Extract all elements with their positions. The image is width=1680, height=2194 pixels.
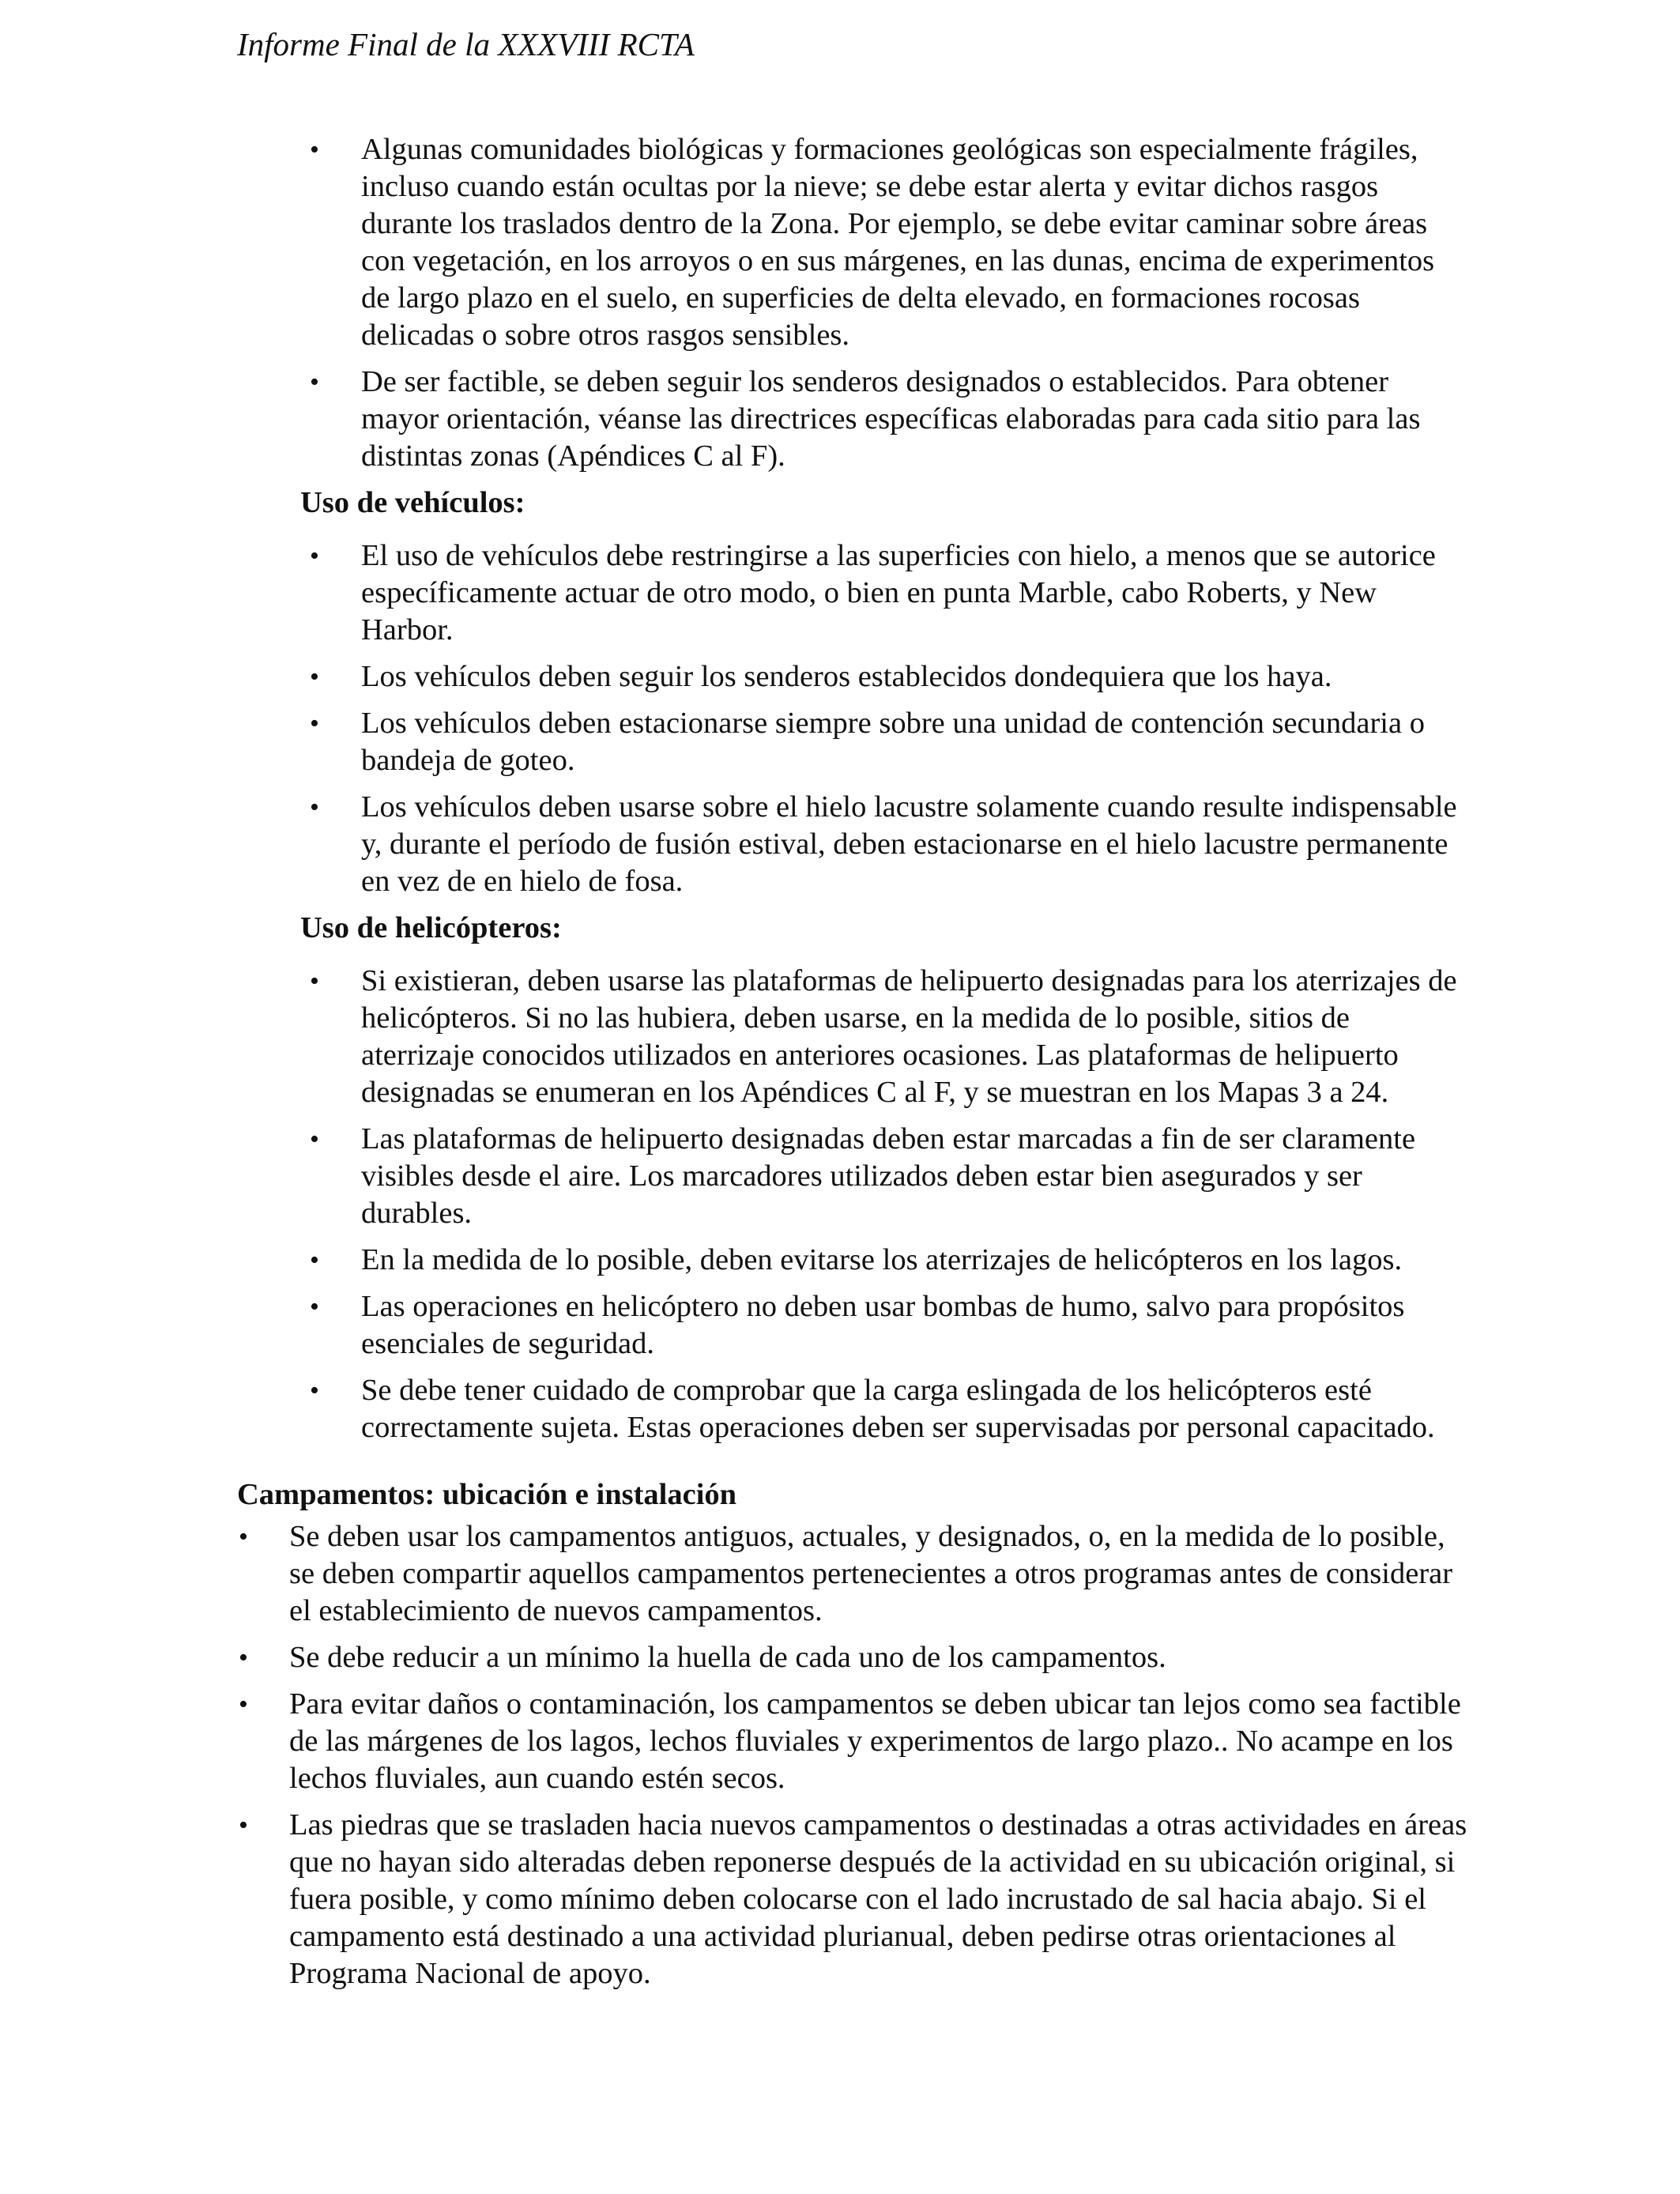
bullet-icon: • <box>310 662 319 692</box>
bullet-icon: • <box>310 135 319 164</box>
list-item <box>237 1639 1470 1676</box>
list-item <box>237 1242 1470 1279</box>
list-item <box>237 1518 1470 1630</box>
list-item-text: Si existieran, deben usarse las plataformas de helipuerto designadas para los aterrizajes de helicópteros. Si no las hubiera, deben usarse, en la medida de lo posible, sitios de aterrizaje conocidos utilizados en anteriores ocasiones. Las plataformas de helipuerto designadas se enumeran en los Apéndices C al F, y se muestran en los Mapas 3 a 24. <box>361 964 1457 1109</box>
list-item <box>237 1288 1470 1363</box>
list-item <box>237 1121 1470 1232</box>
list-item <box>237 1372 1470 1446</box>
list-item-text: Se debe reducir a un mínimo la huella de cada uno de los campamentos. <box>289 1641 1166 1674</box>
bullet-icon: • <box>310 541 319 571</box>
helicopters-bullet-list <box>237 963 1470 1446</box>
list-item <box>237 1686 1470 1797</box>
helicopters-heading: Uso de helicópteros: <box>300 911 562 944</box>
bullet-icon: • <box>310 1376 319 1405</box>
bullet-icon: • <box>310 1246 319 1275</box>
list-item <box>237 131 1470 354</box>
intro-bullet-list <box>237 131 1470 475</box>
list-item-text: Los vehículos deben usarse sobre el hielo lacustre solamente cuando resulte indispensable y, durante el período de fusión estival, deben estacionarse en el hielo lacustre permanente en vez de en hielo de fosa. <box>361 790 1457 898</box>
vehicles-heading: Uso de vehículos: <box>300 486 525 519</box>
list-item-text: De ser factible, se deben seguir los senderos designados o establecidos. Para obtener mayor orientación, véanse las directrices específicas elaboradas para cada sitio para las distintas zonas (Apéndices C al F). <box>361 365 1421 473</box>
camps-section-heading: Campamentos: ubicación e instalación <box>237 1478 737 1511</box>
list-item <box>237 963 1470 1111</box>
bullet-icon: • <box>239 1522 248 1551</box>
bullet-icon: • <box>310 793 319 822</box>
list-item-text: Las operaciones en helicóptero no deben usar bombas de humo, salvo para propósitos esenciales de seguridad. <box>361 1290 1405 1360</box>
bullet-icon: • <box>310 1125 319 1154</box>
bullet-icon: • <box>310 368 319 397</box>
document-body <box>237 131 1470 2002</box>
bullet-icon: • <box>310 709 319 738</box>
list-item <box>237 1807 1470 1992</box>
list-item <box>237 789 1470 900</box>
list-item-text: Los vehículos deben seguir los senderos establecidos dondequiera que los haya. <box>361 660 1332 693</box>
list-item <box>237 537 1470 649</box>
bullet-icon: • <box>310 1292 319 1321</box>
list-item-text: Las plataformas de helipuerto designadas deben estar marcadas a fin de ser claramente visibles desde el aire. Los marcadores utilizados deben estar bien asegurados y ser durables. <box>361 1122 1416 1230</box>
bullet-icon: • <box>239 1690 248 1719</box>
list-item <box>237 658 1470 696</box>
list-item-text: Para evitar daños o contaminación, los campamentos se deben ubicar tan lejos como sea factible de las márgenes de los lagos, lechos fluviales y experimentos de largo plazo.. No acampe en los lechos fluviales, aun cuando estén secos. <box>289 1687 1461 1795</box>
bullet-icon: • <box>239 1811 248 1840</box>
list-item-text: En la medida de lo posible, deben evitarse los aterrizajes de helicópteros en los lagos. <box>361 1243 1403 1276</box>
running-header: Informe Final de la XXXVIII RCTA <box>237 26 695 62</box>
list-item-text: Las piedras que se trasladen hacia nuevos campamentos o destinadas a otras actividades en áreas que no hayan sido alteradas deben reponerse después de la actividad en su ubicación original, si fuera posible, y como mínimo deben colocarse con el lado incrustado de sal hacia abajo. Si el campamento está destinado a una actividad plurianual, deben pedirse otras orientaciones al Programa Nacional de apoyo. <box>289 1808 1467 1990</box>
list-item-text: Algunas comunidades biológicas y formaciones geológicas son especialmente frágiles, incluso cuando están ocultas por la nieve; se debe estar alerta y evitar dichos rasgos durante los traslados dentro de la Zona. Por ejemplo, se debe evitar caminar sobre áreas con vegetación, en los arroyos o en sus márgenes, en las dunas, encima de experimentos de largo plazo en el suelo, en superficies de delta elevado, en formaciones rocosas delicadas o sobre otros rasgos sensibles. <box>361 133 1435 352</box>
bullet-icon: • <box>239 1643 248 1672</box>
bullet-icon: • <box>310 967 319 996</box>
list-item <box>237 364 1470 475</box>
list-item-text: El uso de vehículos debe restringirse a las superficies con hielo, a menos que se autorice específicamente actuar de otro modo, o bien en punta Marble, cabo Roberts, y New Harbor. <box>361 539 1436 647</box>
list-item-text: Se debe tener cuidado de comprobar que la carga eslingada de los helicópteros esté correctamente sujeta. Estas operaciones deben ser supervisadas por personal capacitado. <box>361 1374 1435 1444</box>
camps-bullet-list <box>237 1518 1470 1992</box>
list-item-text: Se deben usar los campamentos antiguos, actuales, y designados, o, en la medida de lo posible, se deben compartir aquellos campamentos pertenecientes a otros programas antes de considerar el establecimiento de nuevos campamentos. <box>289 1520 1453 1627</box>
list-item <box>237 705 1470 779</box>
vehicles-bullet-list <box>237 537 1470 900</box>
list-item-text: Los vehículos deben estacionarse siempre sobre una unidad de contención secundaria o bandeja de goteo. <box>361 707 1425 777</box>
